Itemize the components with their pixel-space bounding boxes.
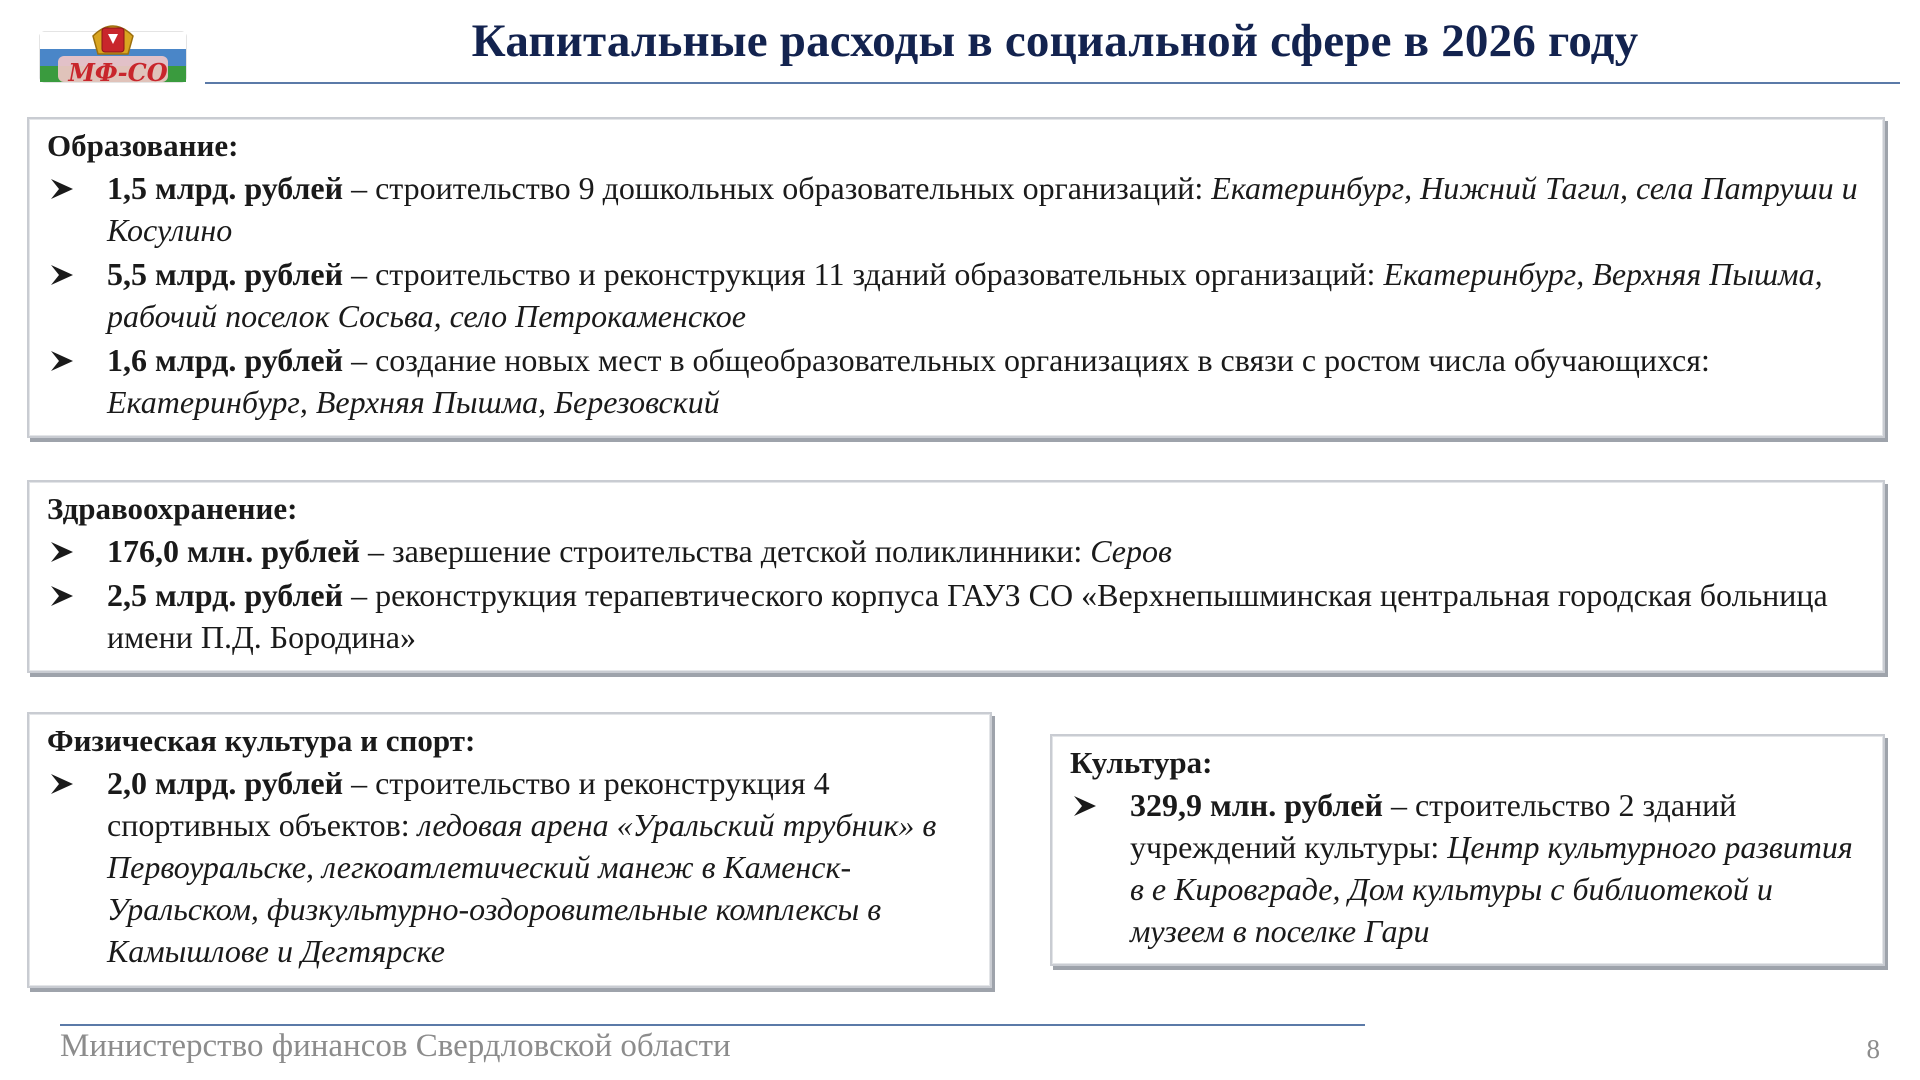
item-description: – создание новых мест в общеобразовательных организациях в связи с ростом числа обучающихся:: [343, 342, 1710, 378]
item-places: Екатеринбург, Нижний Тагил, села Патруши и Косулино: [107, 170, 1858, 248]
list-item: [47, 574, 1869, 658]
arrowhead-bullet-icon: [49, 540, 75, 564]
item-amount: 176,0 млн. рублей: [107, 533, 360, 569]
footer-organization: Министерство финансов Свердловской области: [60, 1028, 731, 1064]
arrowhead-bullet-icon: [49, 263, 75, 287]
sport-section: [27, 712, 992, 988]
item-description: – строительство 9 дошкольных образовательных организаций:: [343, 170, 1212, 206]
item-description: – реконструкция терапевтического корпуса ГАУЗ СО «Верхнепышминская центральная городская больница имени П.Д. Бородина»: [107, 577, 1828, 655]
arrowhead-bullet-icon: [49, 772, 75, 796]
culture-heading: Культура:: [1070, 745, 1213, 780]
logo-text: МФ-СО: [68, 58, 168, 87]
item-places: ледовая арена «Уральский трубник» в Первоуральске, легкоатлетический манеж в Каменск-Уральском, физкультурно-оздоровительные комплексы в Камышлове и Дегтярске: [107, 807, 937, 969]
item-places: Екатеринбург, Верхняя Пышма, рабочий поселок Сосьва, село Петрокаменское: [107, 256, 1823, 334]
ministry-logo: [38, 14, 188, 94]
item-amount: 5,5 млрд. рублей: [107, 256, 344, 292]
list-item: [47, 167, 1869, 251]
item-description: – строительство и реконструкция 4 спортивных объектов:: [107, 765, 830, 843]
item-places: Серов: [1090, 533, 1172, 569]
item-description: – строительство и реконструкция 11 зданий образовательных организаций:: [343, 256, 1384, 292]
list-item: [47, 339, 1869, 423]
item-places: Центр культурного развития в е Кировграде, Дом культуры с библиотекой и музеем в поселке Гари: [1130, 829, 1853, 949]
item-amount: 1,5 млрд. рублей: [107, 170, 344, 206]
arrowhead-bullet-icon: [49, 584, 75, 608]
list-item: [47, 253, 1869, 337]
arrowhead-bullet-icon: [1072, 794, 1098, 818]
list-item: [47, 762, 976, 972]
item-description: – завершение строительства детской поликлинники:: [359, 533, 1091, 569]
page-number: 8: [1866, 1034, 1880, 1064]
healthcare-heading: Здравоохранение:: [47, 491, 298, 526]
education-heading: Образование:: [47, 128, 239, 163]
item-places: Екатеринбург, Верхняя Пышма, Березовский: [107, 384, 720, 420]
arrowhead-bullet-icon: [49, 349, 75, 373]
item-amount: 2,5 млрд. рублей: [107, 577, 344, 613]
item-amount: 2,0 млрд. рублей: [107, 765, 344, 801]
education-section: [27, 117, 1885, 438]
list-item: [47, 530, 1869, 572]
footer-divider: [60, 1024, 1365, 1026]
arrowhead-bullet-icon: [49, 177, 75, 201]
item-amount: 1,6 млрд. рублей: [107, 342, 344, 378]
list-item: [1070, 784, 1869, 952]
title-divider: [205, 82, 1900, 84]
item-description: – строительство 2 зданий учреждений культуры:: [1130, 787, 1737, 865]
sport-heading: Физическая культура и спорт:: [47, 723, 476, 758]
healthcare-section: [27, 480, 1885, 673]
item-amount: 329,9 млн. рублей: [1130, 787, 1383, 823]
culture-section: [1050, 734, 1885, 966]
page-title: Капитальные расходы в социальной сфере в 2026 году: [471, 15, 1639, 67]
